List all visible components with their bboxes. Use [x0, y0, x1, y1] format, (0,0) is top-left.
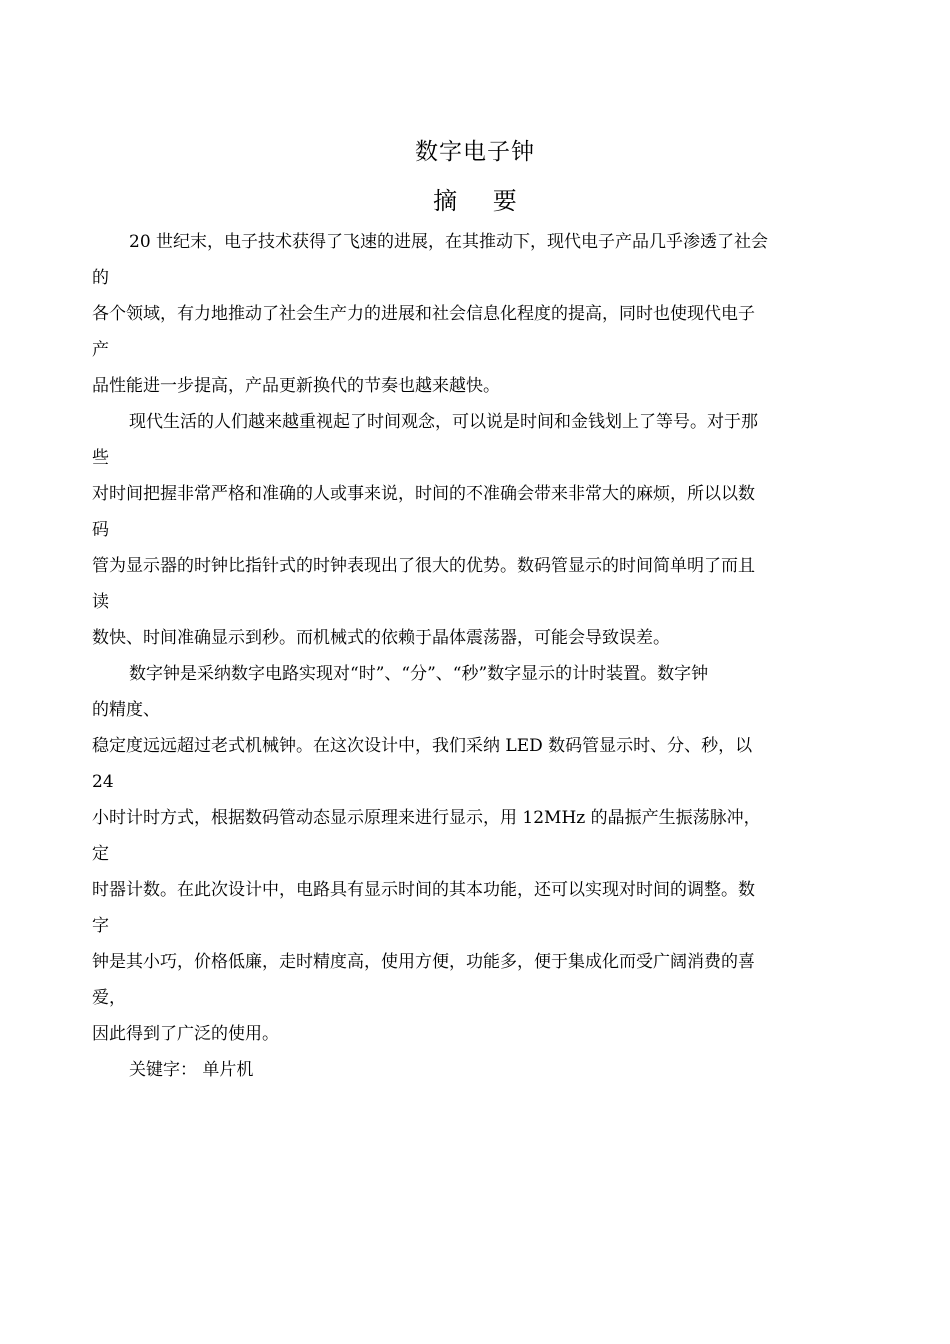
text-line: 数字钟是采纳数字电路实现对“时”、“分”、“秒”数字显示的计时装置。数字钟 — [129, 664, 709, 684]
text-line: 20 世纪末，电子技术获得了飞速的进展，在其推动下，现代电子产品几乎渗透了社会 — [129, 232, 769, 252]
text-line: 的精度、 — [92, 700, 160, 720]
text-line: 品性能进一步提高，产品更新换代的节奏也越来越快。 — [92, 376, 500, 396]
text-line: 些 — [92, 448, 109, 468]
text-line: 爱， — [92, 988, 126, 1008]
text-line: 稳定度远远超过老式机械钟。在这次设计中，我们采纳 LED 数码管显示时、分、秒，以 — [92, 736, 753, 756]
text-line: 各个领域，有力地推动了社会生产力的进展和社会信息化程度的提高，同时也使现代电子 — [92, 304, 755, 324]
text-line: 时器计数。在此次设计中，电路具有显示时间的其本功能，还可以实现对时间的调整。数 — [92, 880, 755, 900]
text-line: 24 — [92, 772, 114, 792]
text-line: 因此得到了广泛的使用。 — [92, 1024, 279, 1044]
text-line: 小时计时方式，根据数码管动态显示原理来进行显示，用 12MHz 的晶振产生振荡脉冲， — [92, 808, 761, 828]
text-line: 钟是其小巧，价格低廉，走时精度高，使用方便，功能多，便于集成化而受广阔消费的喜 — [92, 952, 755, 972]
text-line: 关键字： 单片机 — [129, 1060, 254, 1080]
text-line: 定 — [92, 844, 109, 864]
text-line: 管为显示器的时钟比指针式的时钟表现出了很大的优势。数码管显示的时间简单明了而且 — [92, 556, 755, 576]
text-line: 产 — [92, 340, 109, 360]
text-line: 的 — [92, 268, 109, 288]
text-line: 字 — [92, 916, 109, 936]
abstract-body — [92, 224, 852, 1088]
text-line: 读 — [92, 592, 109, 612]
text-line: 码 — [92, 520, 109, 540]
text-line: 数快、时间准确显示到秒。而机械式的依赖于晶体震荡器，可能会导致误差。 — [92, 628, 670, 648]
document-title: 数字电子钟 — [415, 139, 535, 165]
text-line: 现代生活的人们越来越重视起了时间观念，可以说是时间和金钱划上了等号。对于那 — [129, 412, 758, 432]
abstract-heading: 摘 要 — [433, 187, 531, 215]
text-line: 对时间把握非常严格和准确的人或事来说，时间的不准确会带来非常大的麻烦，所以以数 — [92, 484, 755, 504]
